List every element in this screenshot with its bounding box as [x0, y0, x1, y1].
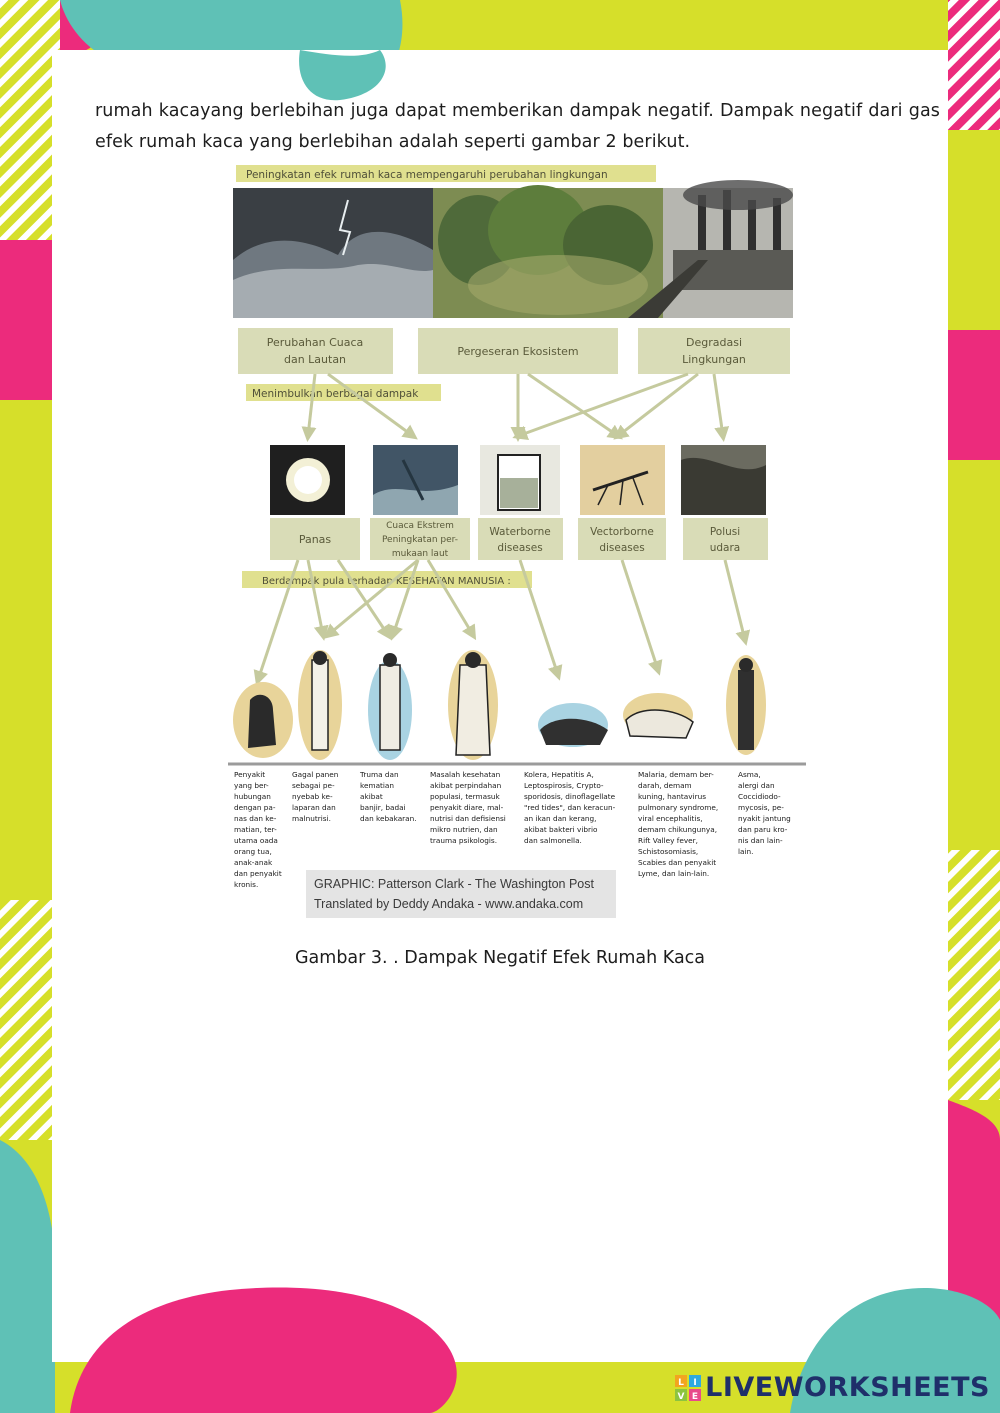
impact-heat-label: Panas: [298, 533, 332, 546]
category-degradation-line2: Lingkungan: [682, 353, 746, 366]
svg-text:V: V: [677, 1391, 685, 1401]
svg-text:L: L: [678, 1377, 685, 1388]
impact-airpollution-line1: Polusi: [709, 526, 741, 538]
liveworksheets-wordmark: LIVEWORKSHEETS: [705, 1372, 990, 1403]
impact-weather-line3: mukaan laut: [391, 549, 449, 559]
category-weather-line2: dan Lautan: [283, 353, 347, 366]
category-box-degradation: [638, 328, 790, 374]
desc-heat: Penyakit yang ber- hubungan dengan pa- nas dan ke- matian, ter- utama oada orang tua, anak-anak dan penyakit kronis.: [234, 770, 282, 889]
sun-heat-icon: [270, 445, 345, 515]
credit-line1: GRAPHIC: Patterson Clark - The Washington Post: [314, 877, 594, 891]
desc-waterborne: Kolera, Hepatitis A, Leptospirosis, Crypto- sporidosis, dinoflagellate "red tides", dan keracun- an ikan dan kerang, akibat bakteri vibrio dan salmonella.: [524, 770, 616, 845]
category-box-weather: [238, 328, 393, 374]
impact-airpollution-line2: udara: [709, 542, 741, 554]
desc-cropfailure: Gagal panen sebagai pe- nyebab ke- laparan dan malnutrisi.: [292, 770, 339, 823]
svg-text:E: E: [692, 1391, 699, 1401]
live-badge-icon: [675, 1375, 701, 1401]
impact-waterborne-line2: diseases: [497, 542, 543, 554]
desc-airpollution: Asma, alergi dan Coccidiodo- mycosis, pe- nyakit jantung dan paru kro- nis dan lain- lain.: [738, 770, 791, 856]
category-degradation-line1: Degradasi: [686, 336, 742, 349]
category-weather-line1: Perubahan Cuaca: [266, 336, 364, 349]
impacts-label: Menimbulkan berbagai dampak: [252, 388, 419, 400]
blob-pink-bottom: [70, 1288, 457, 1413]
figure-caption: Gambar 3. . Dampak Negatif Efek Rumah Kaca: [294, 948, 706, 968]
blob-teal-topcorner: [299, 50, 386, 100]
people-illustrations: [228, 650, 806, 764]
landscape-illustration: [233, 180, 793, 318]
impact-weather-line2: Peningkatan per-: [381, 535, 459, 545]
greenhouse-effect-infographic: [228, 160, 808, 920]
desc-vectorborne: Malaria, demam ber- darah, demam kuning, hantavirus pulmonary syndrome, viral encephalitis, demam chikungunya, Rift Valley fever, Schistosomiasis, Scabies dan penyakit Lyme, dan lain-lain.: [638, 770, 719, 878]
svg-text:I: I: [693, 1377, 697, 1388]
category-ecosystem-line1: Pergeseran Ekosistem: [457, 345, 579, 358]
intro-paragraph: rumah kacayang berlebihan juga dapat memberikan dampak negatif. Dampak negatif dari gas efek rumah kaca yang berlebihan adalah seperti gambar 2 berikut.: [95, 101, 940, 152]
impact-waterborne-line1: Waterborne: [489, 526, 551, 538]
desc-displacement: Masalah kesehatan akibat perpindahan populasi, termasuk penyakit diare, mal- nutrisi dan defisiensi mikro nutrien, dan trauma psikologis.: [430, 770, 506, 845]
impact-arrows: [308, 374, 723, 436]
impact-vectorborne-line2: diseases: [599, 542, 645, 554]
credit-line2: Translated by Deddy Andaka - www.andaka.com: [314, 897, 584, 911]
water-glass-icon: [480, 445, 560, 515]
storm-icon: [373, 445, 458, 515]
smoke-pollution-icon: [681, 445, 766, 515]
figure-title: Peningkatan efek rumah kaca mempengaruhi perubahan lingkungan: [246, 169, 608, 181]
impact-weather-line1: Cuaca Ekstrem: [386, 521, 454, 531]
desc-trauma: Truma dan kematian akibat banjir, badai dan kebakaran.: [360, 770, 417, 823]
mosquito-icon: [580, 445, 665, 515]
liveworksheets-logo: [675, 1372, 990, 1403]
impact-vectorborne-line1: Vectorborne: [590, 526, 654, 538]
health-label: Berdampak pula terhadap KESEHATAN MANUSIA :: [262, 576, 511, 587]
